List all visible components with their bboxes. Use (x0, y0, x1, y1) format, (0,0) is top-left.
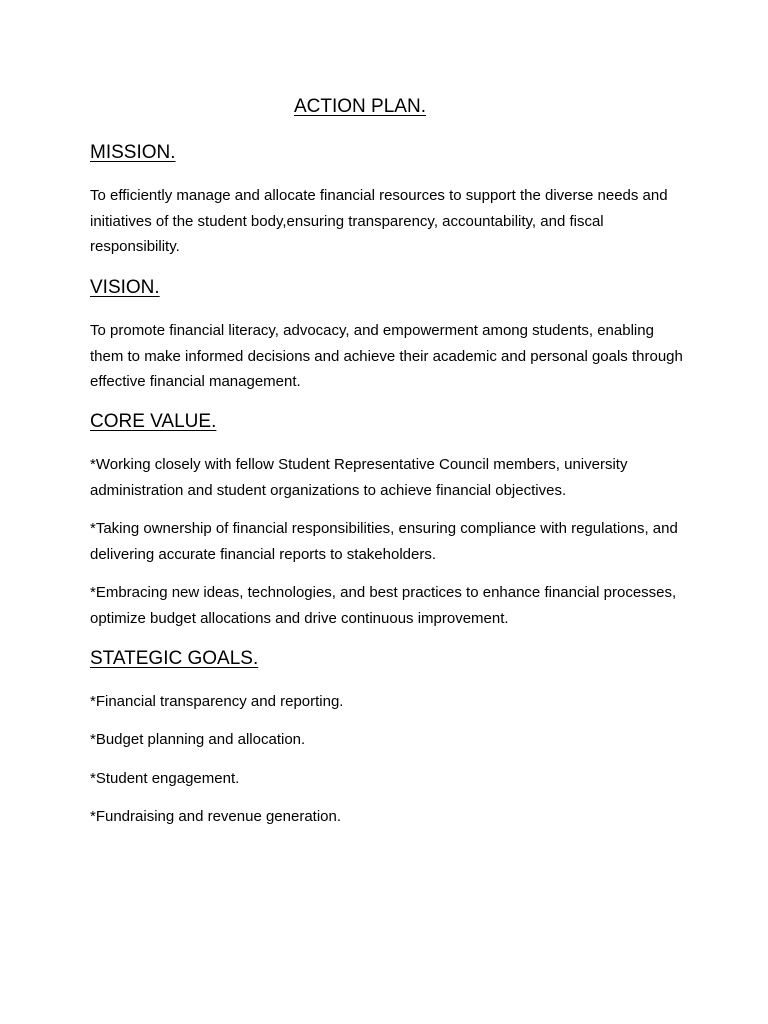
strategic-goal-item: *Financial transparency and reporting. (90, 693, 344, 710)
mission-text: To efficiently manage and allocate financial resources to support the diverse needs and initiatives of the student body,ensuring transparency, accountability, and fiscal responsibility. (90, 187, 668, 255)
mission-heading: MISSION. (90, 142, 176, 163)
strategic-goal-item: *Budget planning and allocation. (90, 731, 306, 748)
core-value-item: *Embracing new ideas, technologies, and best practices to enhance financial processes, optimize budget allocations and drive continuous improvement. (90, 584, 677, 627)
core-value-heading: CORE VALUE. (90, 411, 217, 432)
core-value-item: *Taking ownership of financial responsibilities, ensuring compliance with regulations, and delivering accurate financial reports to stakeholders. (90, 520, 678, 563)
vision-text: To promote financial literacy, advocacy, and empowerment among students, enabling them to make informed decisions and achieve their academic and personal goals through effective financial management. (90, 322, 683, 390)
vision-heading: VISION. (90, 277, 160, 298)
strategic-goals-heading: STATEGIC GOALS. (90, 648, 259, 669)
document-title: ACTION PLAN. (294, 96, 426, 117)
strategic-goal-item: *Student engagement. (90, 770, 240, 787)
strategic-goal-item: *Fundraising and revenue generation. (90, 808, 342, 825)
core-value-item: *Working closely with fellow Student Representative Council members, university administration and student organizations to achieve financial objectives. (90, 456, 628, 499)
